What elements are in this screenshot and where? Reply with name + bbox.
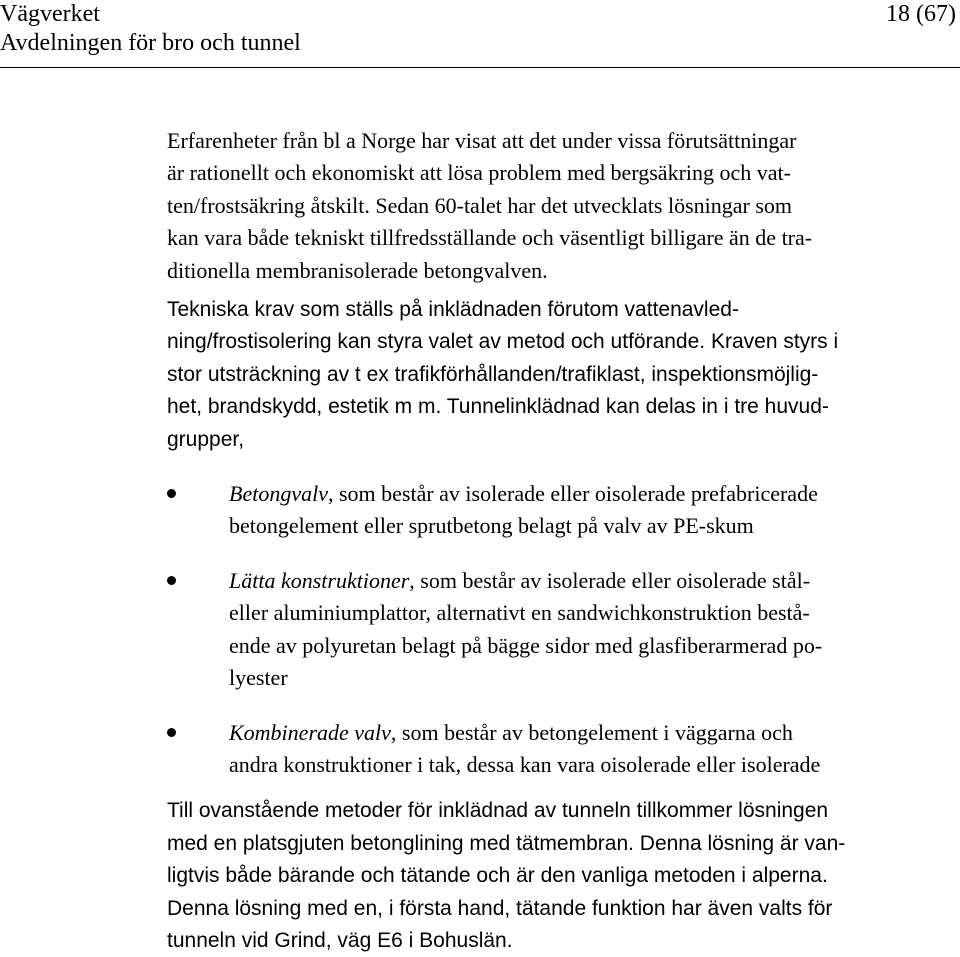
text-line: med en platsgjuten betonglining med tätmembran. Denna lösning är van- <box>167 831 846 855</box>
text-line: ende av polyuretan belagt på bägge sidor med glasfiberarmerad po- <box>229 632 823 658</box>
text-line: ning/frostisolering kan styra valet av metod och utförande. Kraven styrs i <box>167 330 839 354</box>
text-line: Denna lösning med en, i första hand, tätande funktion har även valts för <box>167 896 833 920</box>
list-item-betongvalv <box>167 478 957 543</box>
list-item-kombinerade-valv <box>167 717 957 782</box>
text-line: ligtvis både bärande och tätande och är den vanliga metoden i alperna. <box>167 864 828 888</box>
text-line: andra konstruktioner i tak, dessa kan vara oisolerade eller isolerade <box>229 751 821 777</box>
text-line: grupper, <box>167 427 245 451</box>
text-span: , som består av isolerade eller oisolerade stål- <box>409 567 811 593</box>
list-item-latta-konstruktioner <box>167 565 957 695</box>
bullet-icon <box>167 489 176 498</box>
paragraph-norway-experience <box>167 125 957 287</box>
term-betongvalv: Betongvalv <box>229 481 328 507</box>
term-latta-konstruktioner: Lätta konstruktioner <box>229 567 410 593</box>
text-line: ten/frostsäkring åtskilt. Sedan 60-talet har det utvecklats lösningar som <box>167 192 793 218</box>
text-line: ditionella membranisolerade betongvalven. <box>167 257 548 283</box>
term-kombinerade-valv: Kombinerade valv <box>229 719 391 745</box>
text-line: Till ovanstående metoder för inklädnad av tunneln tillkommer lösningen <box>167 799 829 823</box>
text-line: het, brandskydd, estetik m m. Tunnelinklädnad kan delas in i tre huvud- <box>167 395 829 419</box>
page-header <box>0 0 960 60</box>
paragraph-technical-requirements <box>167 294 957 456</box>
paragraph-cast-in-place-lining <box>167 795 957 957</box>
text-line: tunneln vid Grind, väg E6 i Bohuslän. <box>167 928 513 952</box>
text-line: betongelement eller sprutbetong belagt på valv av PE-skum <box>229 513 754 539</box>
text-line: kan vara både tekniskt tillfredsställande och väsentligt billigare än de tra- <box>167 225 813 251</box>
bullet-icon <box>167 728 176 737</box>
organization-name: Vägverket <box>0 1 100 27</box>
text-line: Tekniska krav som ställs på inklädnaden förutom vattenavled- <box>167 298 739 322</box>
text-line: eller aluminiumplattor, alternativt en sandwichkonstruktion bestå- <box>229 600 810 626</box>
text-line: stor utsträckning av t ex trafikförhållanden/trafiklast, inspektionsmöjlig- <box>167 362 819 386</box>
department-name: Avdelningen för bro och tunnel <box>0 30 301 56</box>
text-line: är rationellt och ekonomiskt att lösa problem med bergsäkring och vat- <box>167 160 791 186</box>
bullet-icon <box>167 576 176 585</box>
text-line: Erfarenheter från bl a Norge har visat att det under vissa förutsättningar <box>167 128 797 153</box>
text-span: , som består av isolerade eller oisolerade prefabricerade <box>327 481 818 507</box>
page-number: 18 (67) <box>886 1 956 27</box>
header-divider <box>0 67 960 68</box>
text-line: lyester <box>229 665 288 691</box>
text-span: , som består av betongelement i väggarna och <box>390 719 793 745</box>
document-body <box>167 125 957 957</box>
